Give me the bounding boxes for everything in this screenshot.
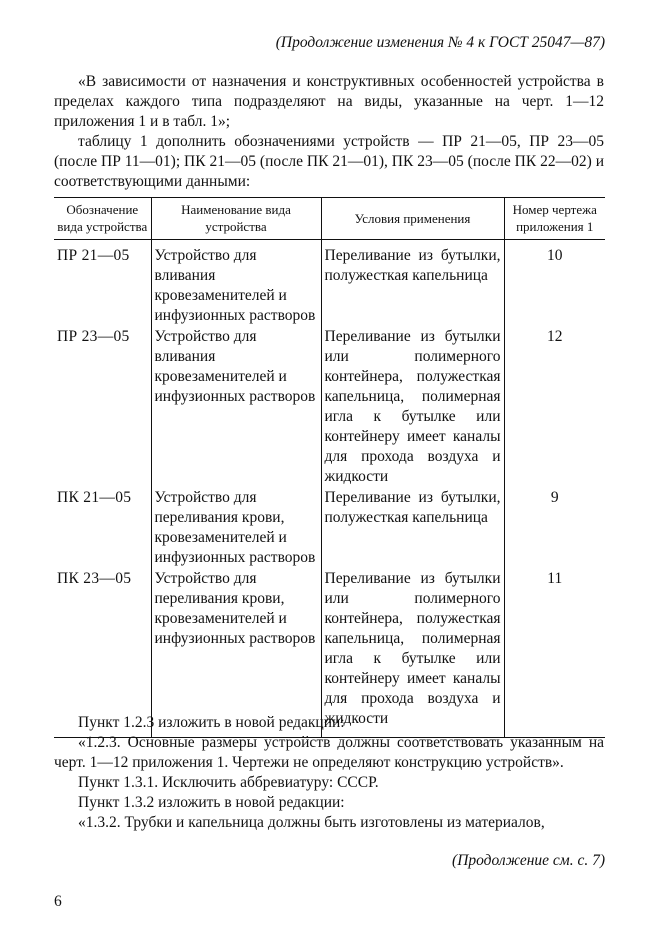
continuation-note: (Продолжение см. с. 7)	[452, 852, 605, 869]
cell-name: Устройство для вливания кровезаменителей и инфузионных растворов	[151, 240, 321, 327]
table-header-row	[54, 198, 605, 240]
cell-code: ПК 21—05	[57, 489, 132, 506]
amendment-line: Пункт 1.3.1. Исключить аббревиатуру: СССР.	[78, 774, 379, 791]
cell-code: ПК 23—05	[54, 568, 151, 738]
cell-conditions: Переливание из бутылки или полимерного контейнера, полужесткая капельница, полимерная игла к бутылке или контейнеру имеет каналы для прохода воздуха и жидкости	[321, 568, 504, 738]
amendment-line: Пункт 1.2.3 изложить в новой редакции:	[78, 714, 345, 731]
cell-drawing: 10	[504, 240, 605, 327]
table-row	[54, 240, 605, 327]
amendments-text	[54, 713, 604, 833]
header-code: Обозначение вида устройства	[54, 198, 151, 240]
header-conditions: Условия применения	[321, 198, 504, 240]
amendment-paragraph: «1.2.3. Основные размеры устройств должны соответствовать указанным на черт. 1—12 приложения 1. Чертежи не определяют конструкцию устройств».	[54, 734, 604, 771]
header-name: Наименование вида устройства	[151, 198, 321, 240]
cell-name: Устройство для вливания кровезаменителей и инфузионных растворов	[151, 326, 321, 487]
amendment-line: «1.3.2. Трубки и капельница должны быть изготовлены из материалов,	[78, 814, 545, 831]
cell-code: ПР 21—05	[57, 247, 130, 264]
intro-paragraph-1: «В зависимости от назначения и конструктивных особенностей устройства в пределах каждого типа подразделяют на виды, указанные на черт. 1—12 приложения 1 и в табл. 1»;	[54, 73, 604, 130]
cell-name: Устройство для переливания крови, кровезаменителей и инфузионных растворов	[151, 568, 321, 738]
page-number: 6	[54, 893, 62, 910]
cell-drawing: 11	[504, 568, 605, 738]
cell-name: Устройство для переливания крови, кровезаменителей и инфузионных растворов	[151, 487, 321, 568]
devices-table	[54, 197, 605, 738]
cell-conditions: Переливание из бутылки, полужесткая капельница	[321, 487, 504, 568]
intro-paragraph-2: таблицу 1 дополнить обозначениями устройств — ПР 21—05, ПР 23—05 (после ПР 11—01); ПК 21—05 (после ПК 21—01), ПК 23—05 (после ПК 22—02) и соответствующими данными:	[54, 133, 604, 190]
cell-drawing: 9	[504, 487, 605, 568]
cell-conditions: Переливание из бутылки, полужесткая капельница	[321, 240, 504, 327]
table-row	[54, 487, 605, 568]
cell-drawing: 12	[504, 326, 605, 487]
cell-conditions: Переливание из бутылки или полимерного контейнера, полужесткая капельница, полимерная игла к бутылке или контейнеру имеет каналы для прохода воздуха и жидкости	[321, 326, 504, 487]
header-drawing: Номер чертежа приложения 1	[504, 198, 605, 240]
amendment-line: Пункт 1.3.2 изложить в новой редакции:	[78, 794, 345, 811]
running-header: (Продолжение изменения № 4 к ГОСТ 25047—87)	[275, 34, 605, 51]
cell-code: ПР 23—05	[57, 328, 130, 345]
table-row	[54, 326, 605, 487]
